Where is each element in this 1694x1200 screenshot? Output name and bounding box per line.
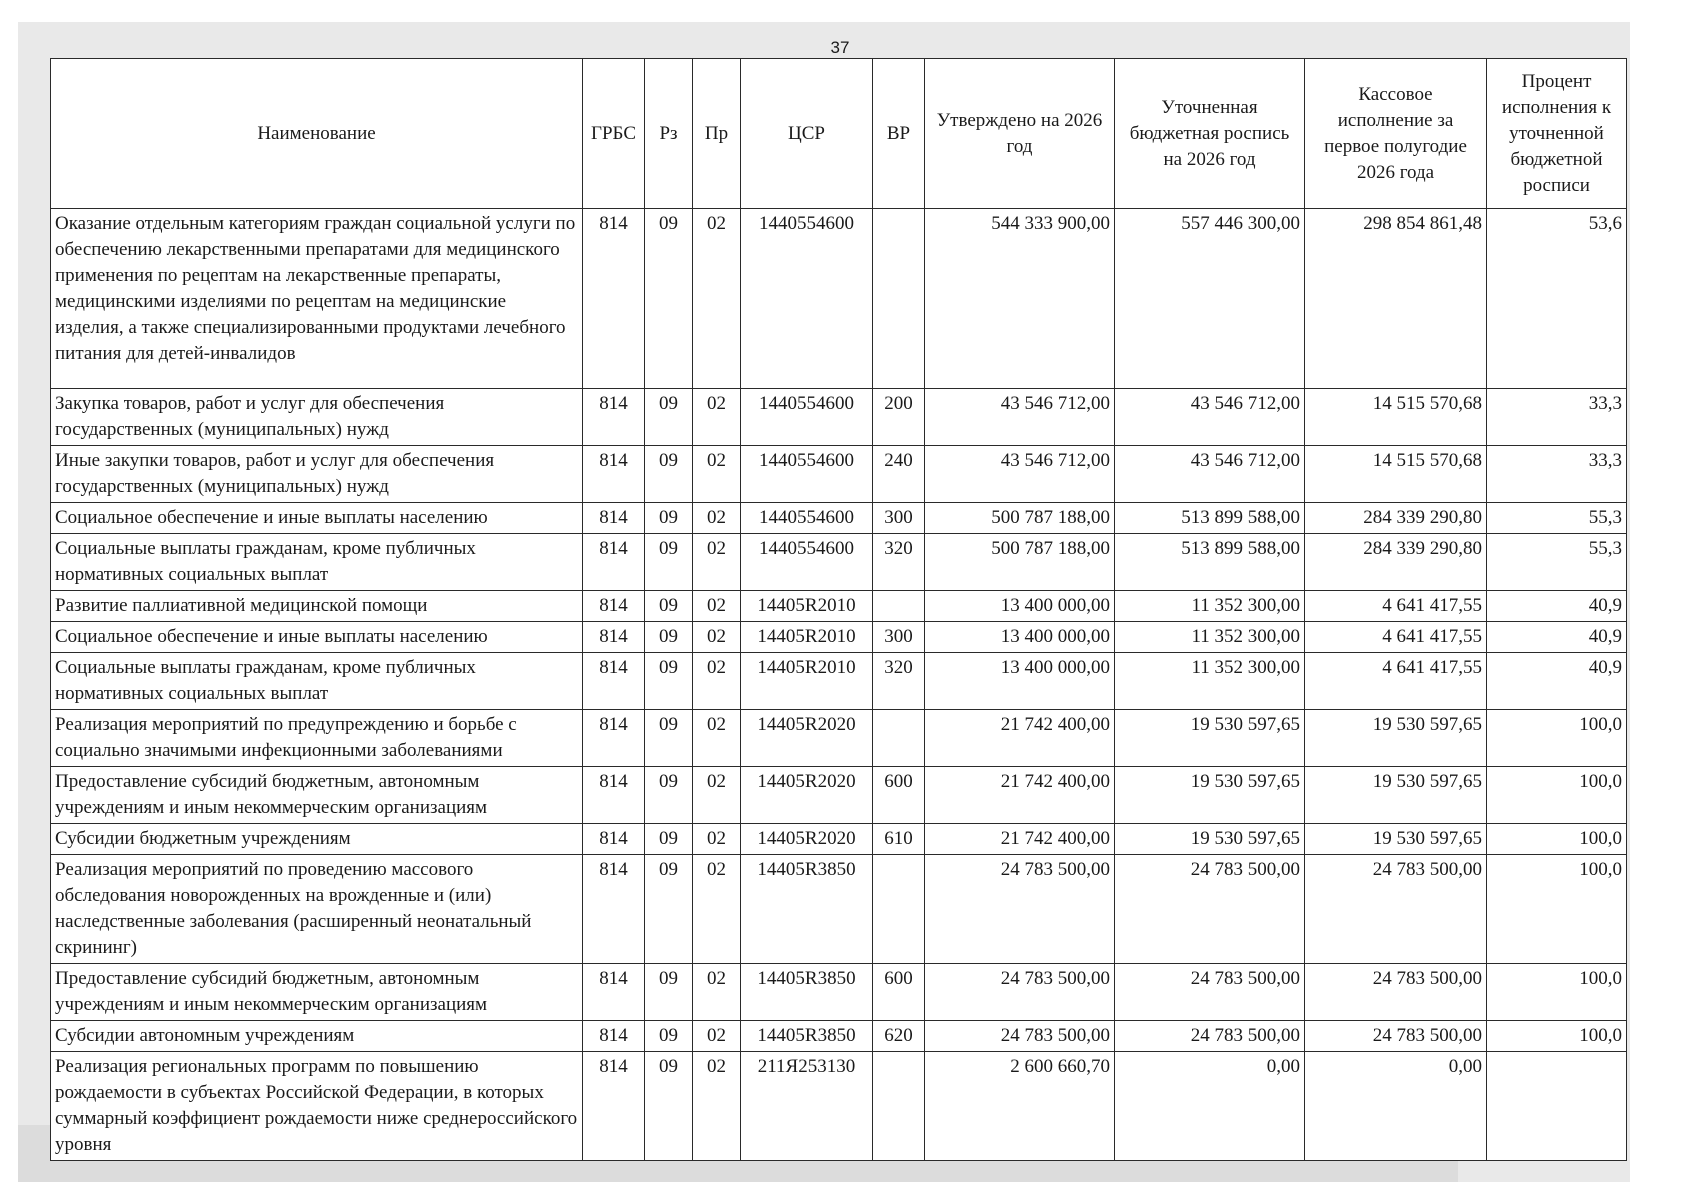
cell-percent: 55,3 xyxy=(1487,534,1627,591)
table-header-row xyxy=(51,59,1627,209)
table-row xyxy=(51,1021,1627,1052)
cell-pr: 02 xyxy=(693,446,741,503)
cell-pr: 02 xyxy=(693,591,741,622)
cell-csr: 211Я253130 xyxy=(741,1052,873,1161)
cell-vr xyxy=(873,1052,925,1161)
cell-csr: 1440554600 xyxy=(741,503,873,534)
cell-executed: 24 783 500,00 xyxy=(1305,855,1487,964)
cell-executed: 19 530 597,65 xyxy=(1305,767,1487,824)
cell-executed: 298 854 861,48 xyxy=(1305,209,1487,389)
cell-executed: 4 641 417,55 xyxy=(1305,622,1487,653)
cell-refined: 19 530 597,65 xyxy=(1115,767,1305,824)
cell-rz: 09 xyxy=(645,964,693,1021)
header-vr: ВР xyxy=(873,59,925,209)
cell-vr: 610 xyxy=(873,824,925,855)
cell-vr xyxy=(873,710,925,767)
cell-name: Реализация региональных программ по повышению рождаемости в субъектах Российской Федерации, в которых суммарный коэффициент рождаемости ниже среднероссийского уровня xyxy=(51,1052,583,1161)
header-executed: Кассовое исполнение за первое полугодие 2026 года xyxy=(1305,59,1487,209)
cell-vr xyxy=(873,591,925,622)
cell-name: Реализация мероприятий по предупреждению и борьбе с социально значимыми инфекционными заболеваниями xyxy=(51,710,583,767)
cell-percent: 40,9 xyxy=(1487,622,1627,653)
cell-refined: 24 783 500,00 xyxy=(1115,964,1305,1021)
cell-rz: 09 xyxy=(645,209,693,389)
cell-approved: 13 400 000,00 xyxy=(925,591,1115,622)
cell-vr: 200 xyxy=(873,389,925,446)
table-row xyxy=(51,964,1627,1021)
cell-rz: 09 xyxy=(645,1052,693,1161)
cell-percent: 33,3 xyxy=(1487,389,1627,446)
cell-pr: 02 xyxy=(693,964,741,1021)
header-refined: Уточненная бюджетная роспись на 2026 год xyxy=(1115,59,1305,209)
cell-rz: 09 xyxy=(645,824,693,855)
cell-csr: 14405R2010 xyxy=(741,653,873,710)
cell-percent: 100,0 xyxy=(1487,710,1627,767)
header-approved: Утверждено на 2026 год xyxy=(925,59,1115,209)
cell-approved: 544 333 900,00 xyxy=(925,209,1115,389)
cell-csr: 14405R2010 xyxy=(741,622,873,653)
table-row xyxy=(51,591,1627,622)
cell-executed: 284 339 290,80 xyxy=(1305,534,1487,591)
cell-csr: 14405R2010 xyxy=(741,591,873,622)
cell-name: Предоставление субсидий бюджетным, автономным учреждениям и иным некоммерческим организациям xyxy=(51,964,583,1021)
cell-pr: 02 xyxy=(693,389,741,446)
cell-rz: 09 xyxy=(645,389,693,446)
cell-name: Субсидии бюджетным учреждениям xyxy=(51,824,583,855)
cell-refined: 24 783 500,00 xyxy=(1115,1021,1305,1052)
cell-grbs: 814 xyxy=(583,389,645,446)
cell-approved: 21 742 400,00 xyxy=(925,710,1115,767)
cell-percent: 33,3 xyxy=(1487,446,1627,503)
cell-grbs: 814 xyxy=(583,1052,645,1161)
cell-executed: 4 641 417,55 xyxy=(1305,591,1487,622)
cell-vr: 600 xyxy=(873,767,925,824)
cell-percent: 100,0 xyxy=(1487,767,1627,824)
cell-vr xyxy=(873,209,925,389)
cell-pr: 02 xyxy=(693,1021,741,1052)
cell-percent: 40,9 xyxy=(1487,653,1627,710)
cell-grbs: 814 xyxy=(583,591,645,622)
cell-percent: 100,0 xyxy=(1487,964,1627,1021)
cell-approved: 21 742 400,00 xyxy=(925,824,1115,855)
cell-pr: 02 xyxy=(693,622,741,653)
cell-rz: 09 xyxy=(645,1021,693,1052)
cell-percent: 53,6 xyxy=(1487,209,1627,389)
budget-execution-table xyxy=(50,58,1627,1161)
cell-executed: 14 515 570,68 xyxy=(1305,446,1487,503)
cell-pr: 02 xyxy=(693,534,741,591)
cell-grbs: 814 xyxy=(583,1021,645,1052)
cell-pr: 02 xyxy=(693,1052,741,1161)
cell-percent xyxy=(1487,1052,1627,1161)
cell-percent: 100,0 xyxy=(1487,824,1627,855)
cell-vr: 600 xyxy=(873,964,925,1021)
cell-grbs: 814 xyxy=(583,446,645,503)
cell-executed: 19 530 597,65 xyxy=(1305,824,1487,855)
cell-refined: 11 352 300,00 xyxy=(1115,653,1305,710)
cell-name: Закупка товаров, работ и услуг для обеспечения государственных (муниципальных) нужд xyxy=(51,389,583,446)
cell-pr: 02 xyxy=(693,503,741,534)
cell-refined: 11 352 300,00 xyxy=(1115,591,1305,622)
cell-csr: 14405R2020 xyxy=(741,824,873,855)
cell-grbs: 814 xyxy=(583,534,645,591)
cell-name: Реализация мероприятий по проведению массового обследования новорожденных на врожденные и (или) наследственные заболевания (расширенный неонатальный скрининг) xyxy=(51,855,583,964)
cell-grbs: 814 xyxy=(583,209,645,389)
cell-approved: 24 783 500,00 xyxy=(925,855,1115,964)
table-row xyxy=(51,534,1627,591)
table-row xyxy=(51,446,1627,503)
cell-csr: 14405R2020 xyxy=(741,710,873,767)
header-grbs: ГРБС xyxy=(583,59,645,209)
cell-approved: 13 400 000,00 xyxy=(925,653,1115,710)
cell-refined: 43 546 712,00 xyxy=(1115,446,1305,503)
header-percent: Процент исполнения к уточненной бюджетной росписи xyxy=(1487,59,1627,209)
header-csr: ЦСР xyxy=(741,59,873,209)
cell-approved: 2 600 660,70 xyxy=(925,1052,1115,1161)
table-row xyxy=(51,1052,1627,1161)
table-row xyxy=(51,209,1627,389)
cell-rz: 09 xyxy=(645,591,693,622)
table-row xyxy=(51,503,1627,534)
cell-executed: 24 783 500,00 xyxy=(1305,964,1487,1021)
cell-approved: 43 546 712,00 xyxy=(925,446,1115,503)
cell-pr: 02 xyxy=(693,653,741,710)
cell-name: Социальные выплаты гражданам, кроме публичных нормативных социальных выплат xyxy=(51,653,583,710)
cell-pr: 02 xyxy=(693,767,741,824)
cell-vr: 320 xyxy=(873,534,925,591)
cell-percent: 100,0 xyxy=(1487,1021,1627,1052)
cell-refined: 11 352 300,00 xyxy=(1115,622,1305,653)
cell-csr: 1440554600 xyxy=(741,389,873,446)
cell-name: Оказание отдельным категориям граждан социальной услуги по обеспечению лекарственными препаратами для медицинского применения по рецептам на лекарственные препараты, медицинскими изделиями по рецептам на медицинские изделия, а также специализированными продуктами лечебного питания для детей-инвалидов xyxy=(51,209,583,389)
cell-vr: 300 xyxy=(873,622,925,653)
cell-name: Развитие паллиативной медицинской помощи xyxy=(51,591,583,622)
cell-pr: 02 xyxy=(693,209,741,389)
cell-grbs: 814 xyxy=(583,710,645,767)
cell-approved: 43 546 712,00 xyxy=(925,389,1115,446)
cell-csr: 14405R3850 xyxy=(741,1021,873,1052)
cell-csr: 1440554600 xyxy=(741,209,873,389)
cell-rz: 09 xyxy=(645,534,693,591)
cell-executed: 24 783 500,00 xyxy=(1305,1021,1487,1052)
cell-rz: 09 xyxy=(645,855,693,964)
table-row xyxy=(51,622,1627,653)
table-row xyxy=(51,653,1627,710)
cell-executed: 4 641 417,55 xyxy=(1305,653,1487,710)
cell-pr: 02 xyxy=(693,824,741,855)
cell-csr: 14405R3850 xyxy=(741,964,873,1021)
cell-approved: 500 787 188,00 xyxy=(925,534,1115,591)
cell-refined: 19 530 597,65 xyxy=(1115,824,1305,855)
cell-csr: 14405R2020 xyxy=(741,767,873,824)
cell-percent: 55,3 xyxy=(1487,503,1627,534)
cell-pr: 02 xyxy=(693,710,741,767)
cell-percent: 100,0 xyxy=(1487,855,1627,964)
cell-pr: 02 xyxy=(693,855,741,964)
cell-rz: 09 xyxy=(645,622,693,653)
cell-csr: 1440554600 xyxy=(741,446,873,503)
cell-refined: 513 899 588,00 xyxy=(1115,534,1305,591)
table-row xyxy=(51,855,1627,964)
cell-rz: 09 xyxy=(645,653,693,710)
cell-approved: 13 400 000,00 xyxy=(925,622,1115,653)
cell-rz: 09 xyxy=(645,503,693,534)
page-number: 37 xyxy=(830,38,850,57)
cell-name: Социальное обеспечение и иные выплаты населению xyxy=(51,503,583,534)
cell-grbs: 814 xyxy=(583,855,645,964)
cell-csr: 14405R3850 xyxy=(741,855,873,964)
cell-rz: 09 xyxy=(645,710,693,767)
cell-name: Иные закупки товаров, работ и услуг для обеспечения государственных (муниципальных) нужд xyxy=(51,446,583,503)
cell-vr: 300 xyxy=(873,503,925,534)
cell-executed: 0,00 xyxy=(1305,1052,1487,1161)
cell-grbs: 814 xyxy=(583,653,645,710)
cell-name: Социальное обеспечение и иные выплаты населению xyxy=(51,622,583,653)
cell-vr: 240 xyxy=(873,446,925,503)
cell-grbs: 814 xyxy=(583,503,645,534)
cell-grbs: 814 xyxy=(583,824,645,855)
cell-approved: 500 787 188,00 xyxy=(925,503,1115,534)
cell-name: Предоставление субсидий бюджетным, автономным учреждениям и иным некоммерческим организациям xyxy=(51,767,583,824)
cell-refined: 24 783 500,00 xyxy=(1115,855,1305,964)
cell-approved: 24 783 500,00 xyxy=(925,964,1115,1021)
cell-percent: 40,9 xyxy=(1487,591,1627,622)
cell-name: Субсидии автономным учреждениям xyxy=(51,1021,583,1052)
cell-refined: 0,00 xyxy=(1115,1052,1305,1161)
header-name: Наименование xyxy=(51,59,583,209)
cell-grbs: 814 xyxy=(583,622,645,653)
cell-refined: 43 546 712,00 xyxy=(1115,389,1305,446)
cell-vr: 320 xyxy=(873,653,925,710)
cell-refined: 513 899 588,00 xyxy=(1115,503,1305,534)
cell-refined: 557 446 300,00 xyxy=(1115,209,1305,389)
cell-vr: 620 xyxy=(873,1021,925,1052)
table-row xyxy=(51,710,1627,767)
cell-approved: 21 742 400,00 xyxy=(925,767,1115,824)
cell-executed: 19 530 597,65 xyxy=(1305,710,1487,767)
cell-grbs: 814 xyxy=(583,767,645,824)
cell-executed: 284 339 290,80 xyxy=(1305,503,1487,534)
cell-executed: 14 515 570,68 xyxy=(1305,389,1487,446)
cell-approved: 24 783 500,00 xyxy=(925,1021,1115,1052)
cell-rz: 09 xyxy=(645,767,693,824)
header-rz: Рз xyxy=(645,59,693,209)
table-row xyxy=(51,824,1627,855)
cell-csr: 1440554600 xyxy=(741,534,873,591)
table-row xyxy=(51,767,1627,824)
header-pr: Пр xyxy=(693,59,741,209)
cell-name: Социальные выплаты гражданам, кроме публичных нормативных социальных выплат xyxy=(51,534,583,591)
cell-refined: 19 530 597,65 xyxy=(1115,710,1305,767)
cell-vr xyxy=(873,855,925,964)
cell-grbs: 814 xyxy=(583,964,645,1021)
cell-rz: 09 xyxy=(645,446,693,503)
table-row xyxy=(51,389,1627,446)
